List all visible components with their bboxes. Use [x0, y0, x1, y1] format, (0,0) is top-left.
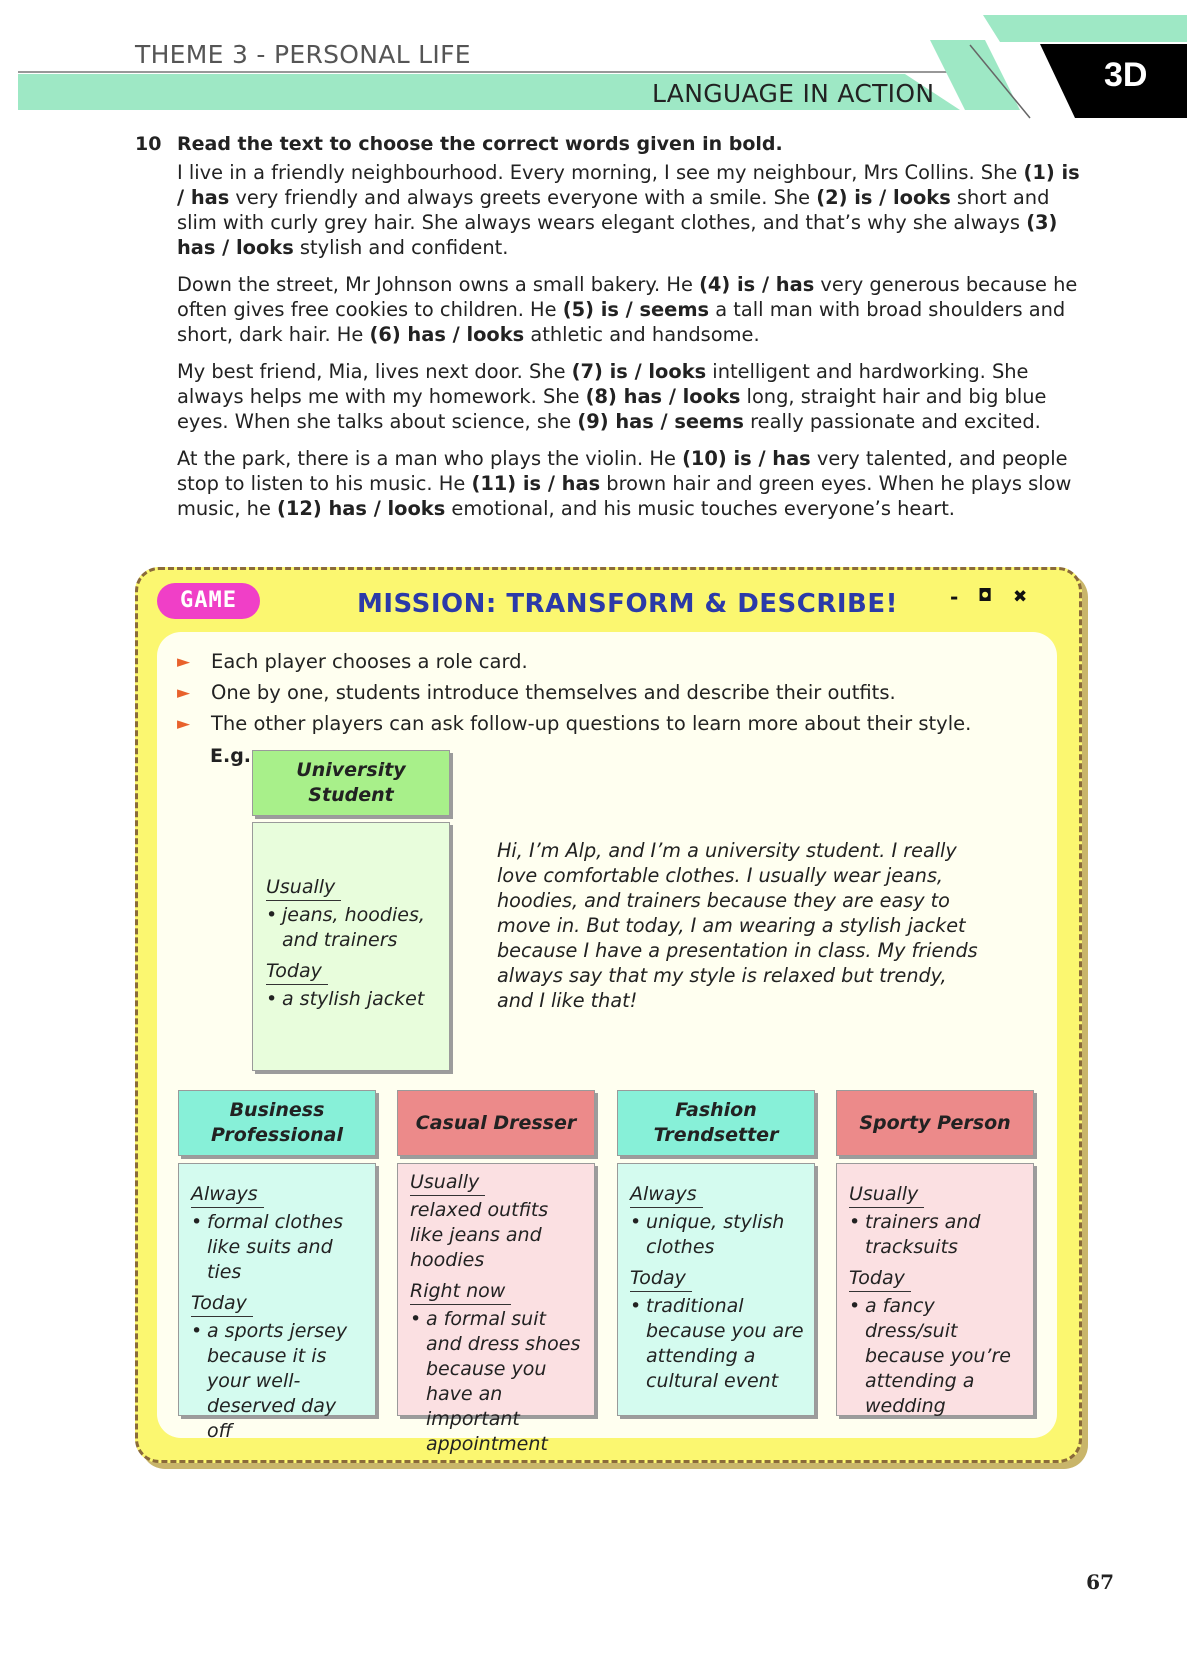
card-label: Today [630, 1266, 692, 1292]
answer-option[interactable]: (3) has / looks [177, 211, 1058, 259]
card-item: • a fancy dress/suit because you’re attending a wedding [849, 1294, 1023, 1419]
text-run: very talented, and people stop to listen to his music. He [177, 447, 1068, 495]
text-run: Down the street, Mr Johnson owns a small bakery. He [177, 273, 700, 296]
answer-option[interactable]: (2) is / looks [816, 186, 951, 209]
role-card-title-text: Sporty Person [859, 1111, 1011, 1134]
section-label: LANGUAGE IN ACTION [652, 79, 935, 108]
card-item: • a sports jersey because it is your well-deserved day off [191, 1319, 365, 1444]
rule-text: One by one, students introduce themselves and describe their outfits. [211, 681, 896, 704]
answer-option[interactable]: (11) is / has [471, 472, 601, 495]
role-card-body [397, 1163, 595, 1455]
example-card-title [252, 750, 450, 816]
theme-label: THEME 3 - PERSONAL LIFE [135, 40, 471, 69]
answer-option[interactable]: (5) is / seems [562, 298, 710, 321]
today-label: Today [266, 959, 328, 985]
unit-badge: 3D [1104, 56, 1148, 94]
card-label: Always [630, 1182, 703, 1208]
answer-option[interactable]: (8) has / looks [585, 385, 741, 408]
role-card-title [836, 1090, 1034, 1156]
example-card-title-text: University Student [296, 759, 406, 806]
page-number: 67 [1086, 1570, 1114, 1594]
text-run: intelligent and hardworking. She always helps me with my homework. She [177, 360, 1029, 408]
text-run: very friendly and always greets everyone with a smile. She [229, 186, 817, 209]
game-title: MISSION: TRANSFORM & DESCRIBE! [357, 589, 898, 619]
maximize-icon[interactable]: ◘ [978, 586, 993, 606]
header-stripe-2 [983, 15, 1187, 42]
role-card-title [178, 1090, 376, 1156]
exercise-paragraph [177, 359, 1082, 434]
answer-option[interactable]: (1) is / has [177, 161, 1080, 209]
rule-text: The other players can ask follow-up questions to learn more about their style. [211, 712, 972, 735]
card-label: Today [191, 1291, 253, 1317]
usually-item: • jeans, hoodies, and trainers [266, 903, 439, 953]
role-card-body [617, 1163, 815, 1416]
triangle-bullet-icon: ► [177, 652, 191, 672]
text-run: brown hair and green eyes. When he plays slow music, he [177, 472, 1072, 520]
exercise-paragraph [177, 272, 1082, 347]
text-run: My best friend, Mia, lives next door. She [177, 360, 572, 383]
text-run: emotional, and his music touches everyone’s heart. [445, 497, 955, 520]
role-card-title-text: Business Professional [211, 1099, 343, 1146]
answer-option[interactable]: (12) has / looks [277, 497, 446, 520]
text-run: really passionate and excited. [743, 410, 1041, 433]
card-label: Usually [849, 1182, 924, 1208]
answer-option[interactable]: (10) is / has [682, 447, 811, 470]
text-run: At the park, there is a man who plays the violin. He [177, 447, 683, 470]
card-label: Today [849, 1266, 911, 1292]
triangle-bullet-icon: ► [177, 683, 191, 703]
card-item: • traditional because you are attending a cultural event [630, 1294, 804, 1394]
triangle-bullet-icon: ► [177, 714, 191, 734]
exercise-paragraph [177, 160, 1082, 260]
rule-item [177, 650, 971, 681]
answer-option[interactable]: (4) is / has [699, 273, 815, 296]
role-card-body [178, 1163, 376, 1442]
card-item: • unique, stylish clothes [630, 1210, 804, 1260]
exercise-instruction: Read the text to choose the correct words given in bold. [177, 133, 783, 155]
card-item: • a formal suit and dress shoes because you have an important appointment [410, 1307, 584, 1457]
example-speech: Hi, I’m Alp, and I’m a university student. I really love comfortable clothes. I usually wear jeans, hoodies, and trainers because they are easy to move in. But today, I am wearing a stylish jacket because I have a presentation in class. My friends always say that my style is relaxed but trendy, and I like that! [497, 839, 978, 1012]
card-item: • trainers and tracksuits [849, 1210, 1023, 1260]
role-card-title-text: Casual Dresser [415, 1111, 577, 1134]
text-run: long, straight hair and big blue eyes. When she talks about science, she [177, 385, 1047, 433]
exercise-number: 10 [135, 133, 162, 155]
close-icon[interactable]: ✖ [1013, 587, 1028, 607]
role-card-title [617, 1090, 815, 1156]
example-label: E.g. [210, 745, 252, 767]
minimize-icon[interactable]: - [950, 585, 959, 609]
role-card-title [397, 1090, 595, 1156]
card-label: Always [191, 1182, 264, 1208]
answer-option[interactable]: (9) has / seems [577, 410, 744, 433]
game-badge: GAME [157, 583, 260, 619]
card-item: relaxed outfits like jeans and hoodies [410, 1199, 549, 1271]
rules-list [177, 650, 971, 743]
text-run: a tall man with broad shoulders and short, dark hair. He [177, 298, 1066, 346]
exercise-paragraph [177, 446, 1082, 521]
card-label: Right now [410, 1279, 511, 1305]
usually-label: Usually [266, 875, 341, 901]
rule-item [177, 712, 971, 743]
text-run: stylish and confident. [293, 236, 509, 259]
rule-item [177, 681, 971, 712]
text-run: short and slim with curly grey hair. She always wears elegant clothes, and that’s why she always [177, 186, 1050, 234]
text-run: very generous because he often gives free cookies to children. He [177, 273, 1078, 321]
answer-option[interactable]: (7) is / looks [571, 360, 707, 383]
exercise-text [177, 160, 1082, 533]
today-item: • a stylish jacket [266, 987, 439, 1012]
rule-text: Each player chooses a role card. [211, 650, 528, 673]
example-card-body [252, 822, 450, 1071]
role-card-title-text: Fashion Trendsetter [653, 1099, 779, 1146]
answer-option[interactable]: (6) has / looks [369, 323, 525, 346]
card-item: • formal clothes like suits and ties [191, 1210, 365, 1285]
text-run: I live in a friendly neighbourhood. Every morning, I see my neighbour, Mrs Collins. She [177, 161, 1024, 184]
card-label: Usually [410, 1170, 485, 1196]
text-run: athletic and handsome. [524, 323, 760, 346]
role-card-body [836, 1163, 1034, 1416]
